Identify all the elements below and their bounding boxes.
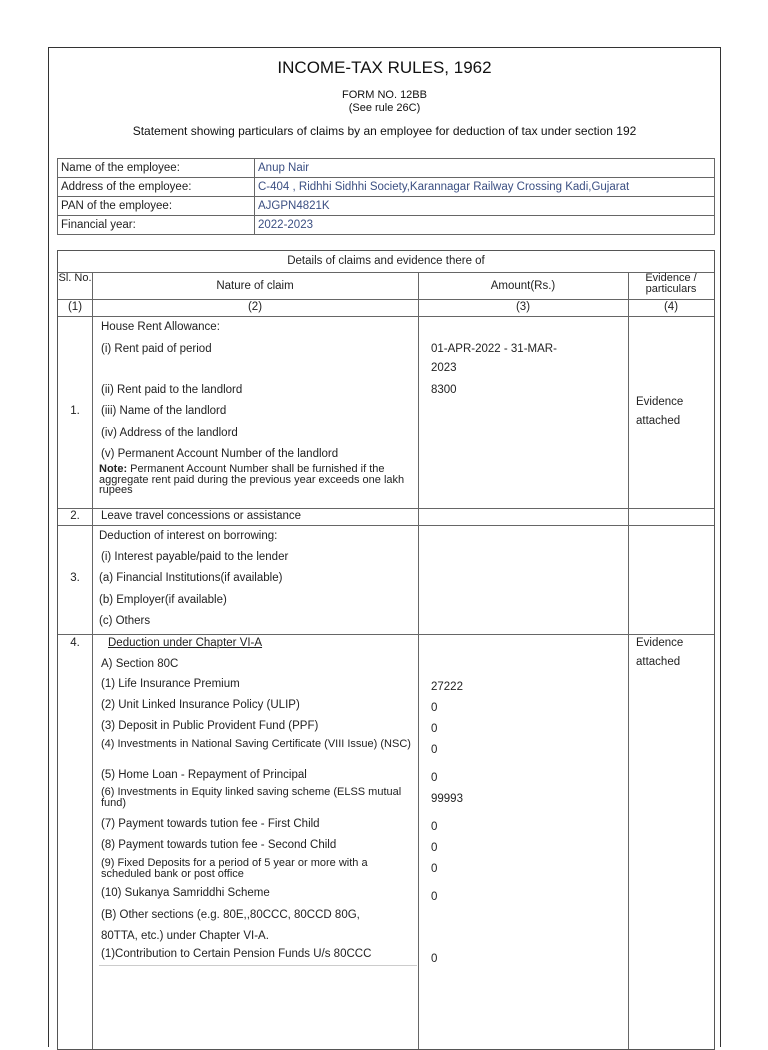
column-number-3: (3): [515, 301, 531, 313]
landlord-address-label: (iv) Address of the landlord: [101, 427, 238, 439]
form-number: FORM NO. 12BB: [342, 89, 427, 101]
employee-address-value: C-404 , Ridhhi Sidhhi Society,Karannagar Railway Crossing Kadi,Gujarat: [255, 178, 715, 197]
note-label: Note:: [99, 463, 128, 475]
section-1-evidence-line1: Evidence: [636, 396, 684, 408]
column-number-2: (2): [247, 301, 263, 313]
section-1-evidence-line2: attached: [636, 415, 681, 427]
employee-pan-label: PAN of the employee:: [58, 197, 255, 216]
financial-year-row: [58, 216, 715, 235]
section-1-number: 1.: [70, 405, 80, 417]
deduction-item-amount: 0: [431, 863, 438, 875]
row-divider: [58, 299, 714, 300]
deduction-item-label: (1) Life Insurance Premium: [101, 678, 240, 690]
deduction-item-label: (2) Unit Linked Insurance Policy (ULIP): [101, 699, 300, 711]
claims-heading: Details of claims and evidence there of: [287, 255, 485, 267]
rent-period-label: (i) Rent paid of period: [101, 343, 212, 355]
financial-year-value: 2022-2023: [255, 216, 715, 235]
column-divider: [628, 272, 629, 1049]
chapter-via-heading: Deduction under Chapter VI-A: [108, 637, 263, 649]
deduction-item-label: (5) Home Loan - Repayment of Principal: [101, 769, 307, 781]
deduction-item-amount: 0: [431, 891, 438, 903]
employee-name-row: [58, 159, 715, 178]
row-divider: [58, 272, 714, 273]
claims-table: [57, 250, 715, 1050]
others-label: (c) Others: [99, 615, 151, 627]
section-2-number: 2.: [70, 510, 80, 522]
form-statement: Statement showing particulars of claims by an employee for deduction of tax under section 192: [132, 124, 637, 138]
employee-name-label: Name of the employee:: [58, 159, 255, 178]
note-text: Permanent Account Number shall be furnished if the aggregate rent paid during the previous year exceeds one lakh rupees: [99, 463, 405, 496]
deduction-item-amount: 0: [431, 723, 438, 735]
deduction-item-label: (6) Investments in Equity linked saving scheme (ELSS mutual fund): [101, 786, 402, 809]
row-divider: [58, 316, 714, 317]
form-number-block: [49, 89, 720, 115]
employee-address-label: Address of the employee:: [58, 178, 255, 197]
deduction-item-label: (4) Investments in National Saving Certificate (VIII Issue) (NSC): [101, 738, 411, 750]
deduction-item-label: (9) Fixed Deposits for a period of 5 year or more with a scheduled bank or post office: [101, 857, 368, 880]
column-divider: [418, 272, 419, 1049]
pension-funds-amount: 0: [431, 953, 438, 965]
row-separator: [99, 965, 417, 966]
rent-paid-label: (ii) Rent paid to the landlord: [101, 384, 243, 396]
interest-lender-label: (i) Interest payable/paid to the lender: [101, 551, 289, 563]
deduction-item-label: (3) Deposit in Public Provident Fund (PPF): [101, 720, 319, 732]
deduction-item-label: (10) Sukanya Samriddhi Scheme: [101, 887, 270, 899]
employee-pan-row: [58, 197, 715, 216]
other-sections-line2: 80TTA, etc.) under Chapter VI-A.: [101, 930, 269, 942]
row-divider: [58, 634, 714, 635]
deduction-item-label: (8) Payment towards tution fee - Second Child: [101, 839, 337, 851]
interest-heading: Deduction of interest on borrowing:: [99, 530, 278, 542]
employee-pan-value: AJGPN4821K: [255, 197, 715, 216]
employer-label: (b) Employer(if available): [99, 594, 227, 606]
header-nature-of-claim: Nature of claim: [216, 280, 294, 292]
rent-paid-value: 8300: [431, 384, 457, 396]
hra-note: [99, 464, 419, 496]
section-3-number: 3.: [70, 572, 80, 584]
deduction-item-label: (7) Payment towards tution fee - First Child: [101, 818, 320, 830]
form-title: INCOME-TAX RULES, 1962: [277, 58, 492, 77]
row-divider: [58, 508, 714, 509]
employee-address-row: [58, 178, 715, 197]
landlord-pan-label: (v) Permanent Account Number of the landlord: [101, 448, 339, 460]
rule-reference: (See rule 26C): [348, 102, 421, 114]
section-80c-heading: A) Section 80C: [101, 658, 179, 670]
deduction-item-amount: 0: [431, 702, 438, 714]
deduction-item-amount: 99993: [431, 793, 463, 805]
financial-year-label: Financial year:: [58, 216, 255, 235]
deduction-item-amount: 0: [431, 744, 438, 756]
rent-period-value-line1: 01-APR-2022 - 31-MAR-: [431, 343, 557, 355]
deduction-item-amount: 0: [431, 821, 438, 833]
deduction-item-amount: 27222: [431, 681, 463, 693]
deduction-item-amount: 0: [431, 842, 438, 854]
column-number-4: (4): [663, 301, 679, 313]
landlord-name-label: (iii) Name of the landlord: [101, 405, 227, 417]
section-4-evidence-line2: attached: [636, 656, 681, 668]
leave-travel-label: Leave travel concessions or assistance: [101, 510, 302, 522]
section-4-evidence-line1: Evidence: [636, 637, 684, 649]
hra-heading: House Rent Allowance:: [101, 321, 220, 333]
pension-funds-label: (1)Contribution to Certain Pension Funds U/s 80CCC: [101, 948, 372, 960]
header-sl-no: Sl. No.: [58, 272, 92, 284]
other-sections-line1: (B) Other sections (e.g. 80E,,80CCC, 80CCD 80G,: [101, 909, 360, 921]
column-number-1: (1): [67, 301, 83, 313]
header-evidence: Evidence / particulars: [645, 272, 697, 295]
rent-period-value-line2: 2023: [431, 362, 457, 374]
employee-name-value: Anup Nair: [255, 159, 715, 178]
section-4-number: 4.: [70, 637, 80, 649]
header-amount: Amount(Rs.): [490, 280, 556, 292]
deduction-item-amount: 0: [431, 772, 438, 784]
row-divider: [58, 525, 714, 526]
financial-institutions-label: (a) Financial Institutions(if available): [99, 572, 283, 584]
employee-info-table: [57, 158, 715, 235]
form-page: [48, 47, 721, 1047]
column-divider: [92, 272, 93, 1049]
